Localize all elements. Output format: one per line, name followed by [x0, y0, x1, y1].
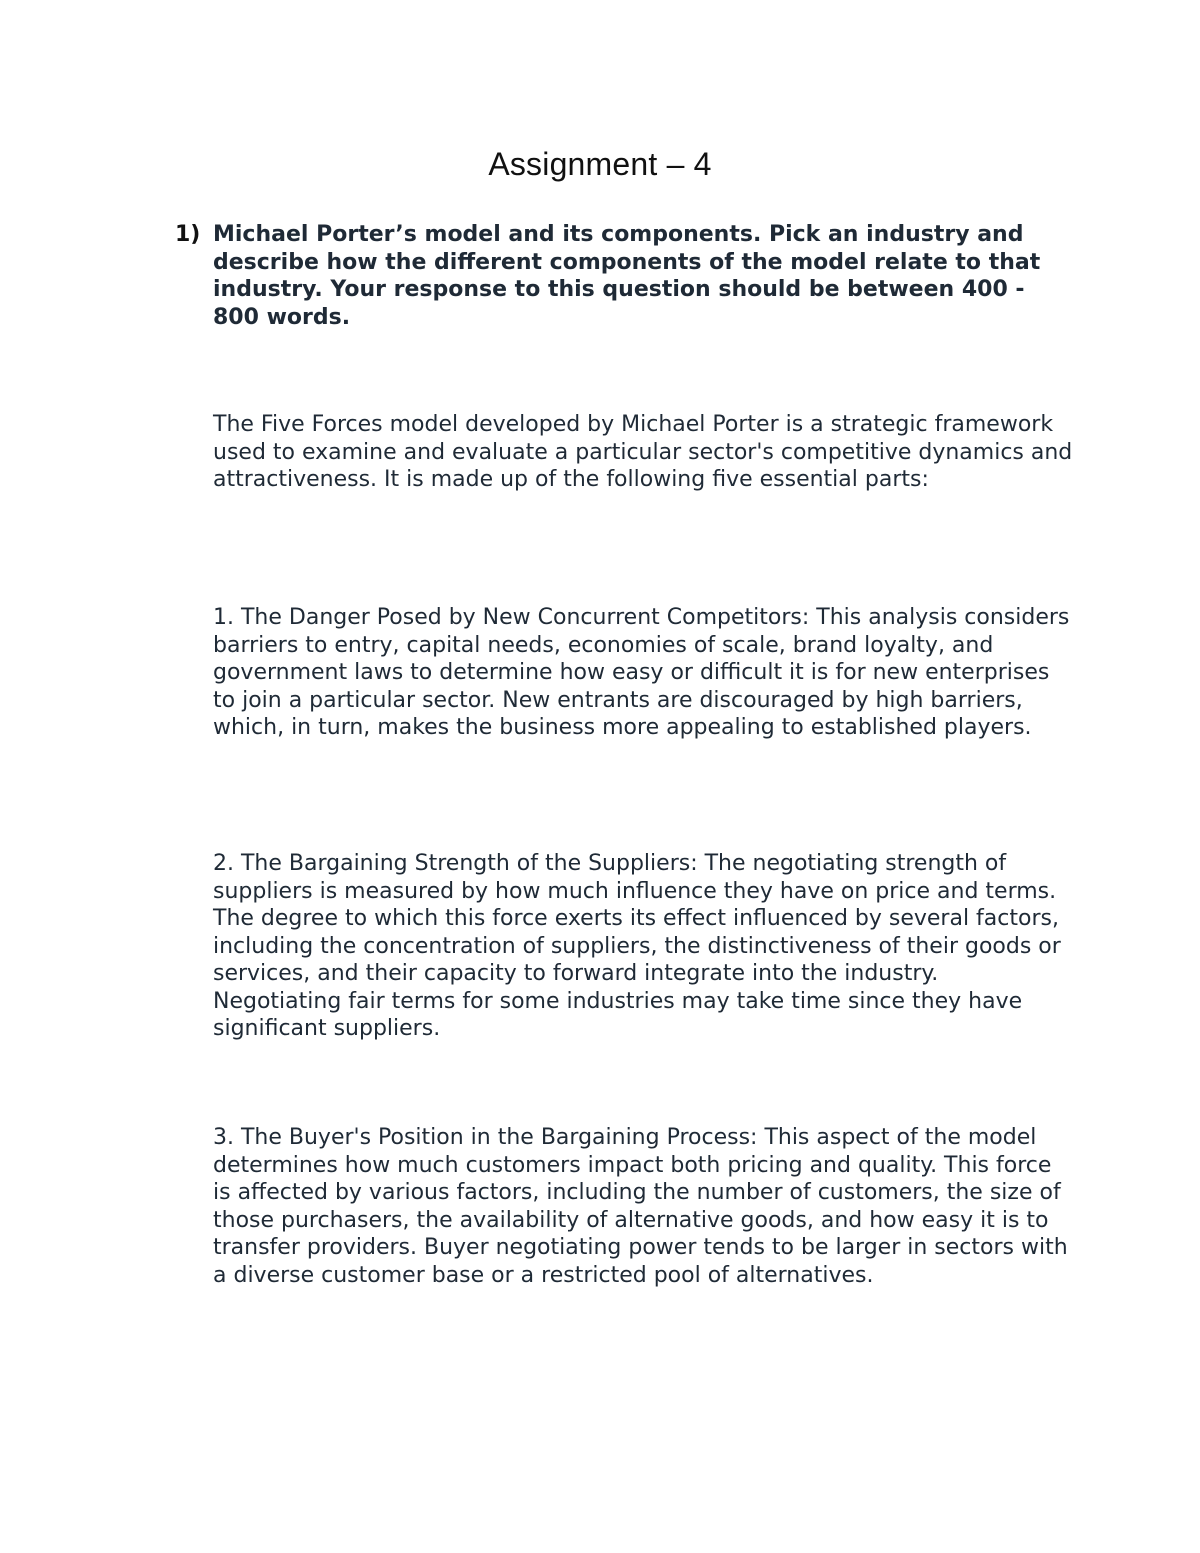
question-number: 1) [175, 222, 201, 247]
question-text: Michael Porter’s model and its components. Pick an industry and describe how the different components of the model relate to that industry. Your response to this question should be between 400 - 800 words. [213, 222, 1041, 330]
question-1 [175, 221, 1075, 331]
paragraph-new-entrants: 1. The Danger Posed by New Concurrent Competitors: This analysis considers barriers to entry, capital needs, economies of scale, brand loyalty, and government laws to determine how easy or difficult it is for new enterprises to join a particular sector. New entrants are discouraged by high barriers, which, in turn, makes the business more appealing to established players. [213, 605, 1070, 740]
document-title: Assignment – 4 [488, 146, 712, 182]
paragraph-buyer-power: 3. The Buyer's Position in the Bargaining Process: This aspect of the model determines how much customers impact both pricing and quality. This force is affected by various factors, including the number of customers, the size of those purchasers, the availability of alternative goods, and how easy it is to transfer providers. Buyer negotiating power tends to be larger in sectors with a diverse customer base or a restricted pool of alternatives. [213, 1125, 1068, 1288]
intro-paragraph: The Five Forces model developed by Michael Porter is a strategic framework used to examine and evaluate a particular sector's competitive dynamics and attractiveness. It is made up of the following five essential parts: [213, 412, 1073, 492]
paragraph-supplier-power: 2. The Bargaining Strength of the Suppliers: The negotiating strength of suppliers is measured by how much influence they have on price and terms. The degree to which this force exerts its effect influenced by several factors, including the concentration of suppliers, the distinctiveness of their goods or services, and their capacity to forward integrate into the industry. Negotiating fair terms for some industries may take time since they have significant suppliers. [213, 851, 1061, 1041]
